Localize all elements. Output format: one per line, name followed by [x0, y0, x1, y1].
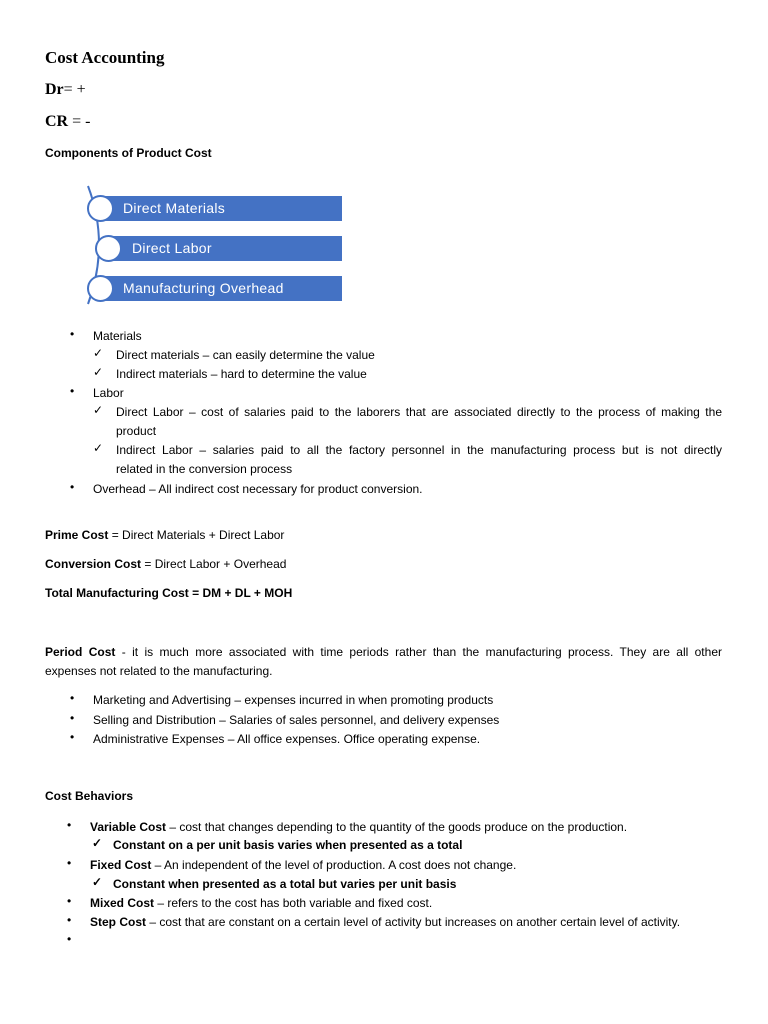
formula-total-manufacturing-cost [45, 586, 292, 600]
formula-rest: = Direct Labor + Overhead [141, 557, 287, 571]
diagram-item-label: Manufacturing Overhead [123, 280, 284, 296]
step-cost-label: Step Cost [90, 915, 147, 929]
diagram-item-label: Direct Labor [132, 240, 212, 256]
formula-rest: = Direct Materials + Direct Labor [108, 528, 285, 542]
period-cost-line1 [45, 643, 722, 662]
diagram-circle-icon [87, 195, 114, 222]
list-item-labor: Labor [93, 386, 124, 400]
bullet-icon: • [67, 818, 72, 832]
product-cost-diagram [80, 184, 350, 306]
fixed-cost-text: – An independent of the level of production. A cost does not change. [151, 858, 517, 872]
bullet-icon: • [70, 711, 75, 725]
bullet-icon: • [70, 480, 75, 494]
checkmark-icon: ✓ [92, 836, 103, 850]
variable-cost-text: – cost that changes depending to the quantity of the goods produce on the production. [166, 820, 628, 834]
bullet-icon: • [70, 384, 75, 398]
formula-rest: = DM + DL + MOH [188, 586, 293, 600]
bullet-icon: • [67, 913, 72, 927]
list-item-materials: Materials [93, 329, 142, 343]
dr-line [45, 81, 86, 99]
dr-rest: = + [63, 81, 86, 98]
formula-label: Conversion Cost [45, 557, 142, 571]
bullet-icon: • [70, 730, 75, 744]
diagram-circle-icon [95, 235, 122, 262]
checkmark-icon: ✓ [93, 365, 104, 379]
diagram-item-label: Direct Materials [123, 200, 226, 216]
cr-label: CR [45, 113, 69, 130]
cr-line [45, 113, 90, 131]
bullet-icon: • [67, 894, 72, 908]
list-item-direct-materials: Direct materials – can easily determine the value [116, 348, 375, 362]
checkmark-icon: ✓ [93, 403, 104, 417]
components-heading: Components of Product Cost [45, 146, 212, 160]
bullet-icon: • [67, 932, 72, 946]
period-cost-line2: expenses not related to the manufacturing. [45, 664, 273, 678]
list-item-fixed-cost [90, 856, 516, 875]
diagram-item-direct-materials [102, 196, 342, 221]
formula-label: Total Manufacturing Cost [45, 586, 189, 600]
list-item-marketing: Marketing and Advertising – expenses incurred in when promoting products [93, 693, 494, 707]
step-cost-text: – cost that are constant on a certain level of activity but increases on another certain level of activity. [146, 915, 681, 929]
list-item-fixed-check: Constant when presented as a total but varies per unit basis [113, 877, 457, 891]
formula-conversion-cost [45, 557, 286, 571]
list-item-selling: Selling and Distribution – Salaries of sales personnel, and delivery expenses [93, 713, 500, 727]
list-item-direct-labor-line2: product [116, 424, 157, 438]
formula-label: Prime Cost [45, 528, 109, 542]
mixed-cost-text: – refers to the cost has both variable and fixed cost. [154, 896, 433, 910]
period-cost-text: - it is much more associated with time periods rather than the manufacturing process. They are all other [115, 645, 722, 659]
list-item-variable-cost [90, 818, 627, 837]
bullet-icon: • [70, 691, 75, 705]
bullet-icon: • [70, 327, 75, 341]
checkmark-icon: ✓ [93, 346, 104, 360]
cost-behaviors-heading: Cost Behaviors [45, 789, 134, 803]
list-item-overhead: Overhead – All indirect cost necessary for product conversion. [93, 482, 423, 496]
diagram-item-direct-labor [112, 236, 342, 261]
variable-cost-label: Variable Cost [90, 820, 167, 834]
mixed-cost-label: Mixed Cost [90, 896, 155, 910]
list-item-mixed-cost [90, 894, 432, 913]
list-item-indirect-labor-line1: Indirect Labor – salaries paid to all the factory personnel in the manufacturing process but is not directly [116, 443, 722, 457]
bullet-icon: • [67, 856, 72, 870]
document-title: Cost Accounting [45, 48, 165, 67]
list-item-variable-check: Constant on a per unit basis varies when presented as a total [113, 838, 463, 852]
list-item-administrative: Administrative Expenses – All office expenses. Office operating expense. [93, 732, 481, 746]
diagram-circle-icon [87, 275, 114, 302]
list-item-indirect-materials: Indirect materials – hard to determine the value [116, 367, 367, 381]
formula-prime-cost [45, 528, 284, 542]
list-item-direct-labor-line1: Direct Labor – cost of salaries paid to the laborers that are associated directly to the process of making the [116, 405, 722, 419]
cr-rest: = - [68, 113, 91, 130]
list-item-indirect-labor-line2: related in the conversion process [116, 462, 293, 476]
fixed-cost-label: Fixed Cost [90, 858, 152, 872]
dr-label: Dr [45, 81, 64, 98]
period-cost-label: Period Cost [45, 645, 116, 659]
checkmark-icon: ✓ [93, 441, 104, 455]
list-item-step-cost [90, 913, 680, 932]
checkmark-icon: ✓ [92, 875, 103, 889]
diagram-item-manufacturing-overhead [102, 276, 342, 301]
